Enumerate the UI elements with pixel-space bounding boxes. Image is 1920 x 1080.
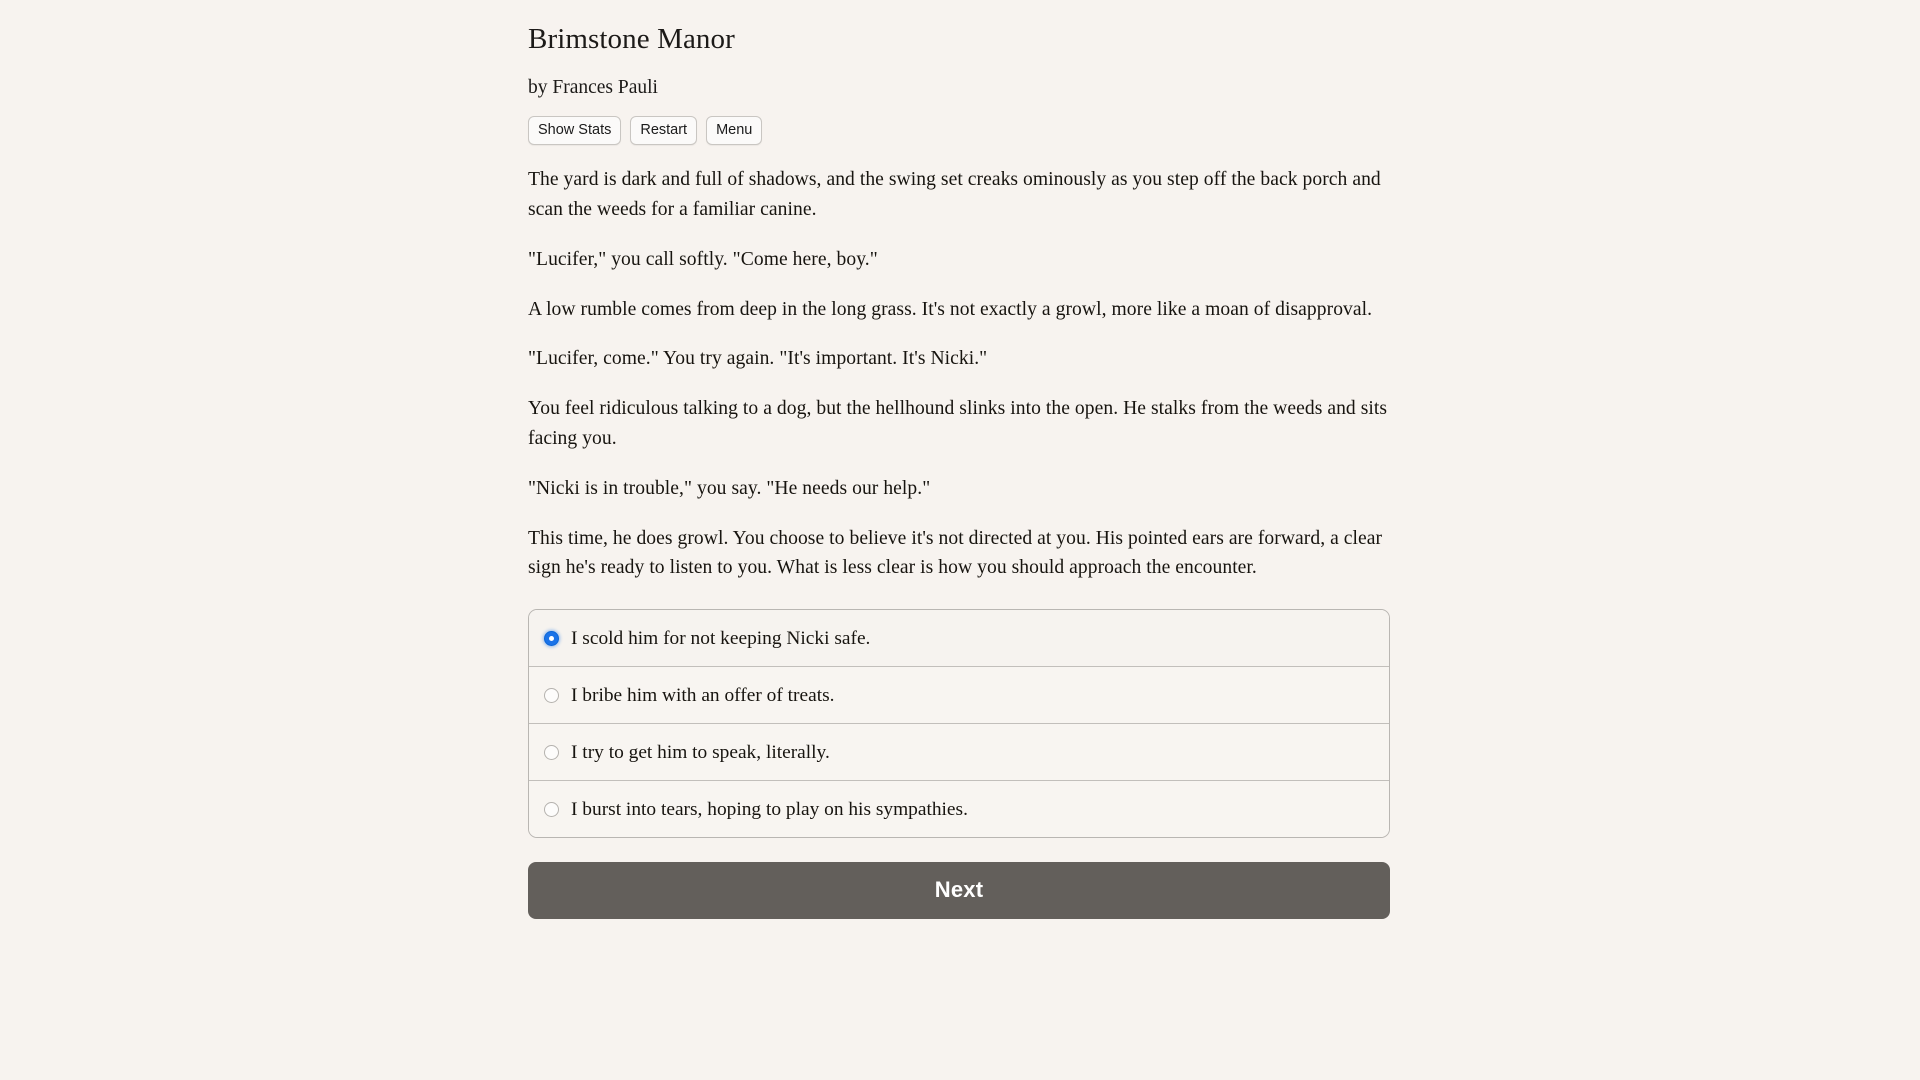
choice-label: I scold him for not keeping Nicki safe. [571,627,871,649]
radio-button-icon[interactable] [544,631,559,646]
choice-option[interactable] [529,781,1389,837]
choice-option[interactable] [529,724,1389,781]
author-byline: by Frances Pauli [528,76,658,98]
choice-label: I try to get him to speak, literally. [571,741,830,763]
choice-option[interactable] [529,610,1389,667]
choice-label: I bribe him with an offer of treats. [571,684,835,706]
restart-button[interactable]: Restart [630,116,697,146]
story-paragraph: This time, he does growl. You choose to believe it's not directed at you. His pointed ears are forward, a clear sign he's ready to listen to you. What is less clear is how you should approach the encounter. [528,527,1383,579]
menu-button[interactable]: Menu [706,116,762,146]
choice-option[interactable] [529,667,1389,724]
choice-label: I burst into tears, hoping to play on his sympathies. [571,798,968,820]
radio-button-icon[interactable] [544,745,559,760]
story-paragraph: You feel ridiculous talking to a dog, but the hellhound slinks into the open. He stalks from the weeds and sits facing you. [528,398,1388,449]
choice-list [528,609,1390,838]
story-paragraph: "Lucifer," you call softly. "Come here, boy." [528,248,878,270]
show-stats-button[interactable]: Show Stats [528,116,621,146]
page-title: Brimstone Manor [528,23,735,55]
story-paragraph: The yard is dark and full of shadows, and the swing set creaks ominously as you step off the back porch and scan the weeds for a familiar canine. [528,169,1381,221]
radio-button-icon[interactable] [544,802,559,817]
next-button[interactable]: Next [528,862,1390,919]
content-container [528,0,1390,919]
story-paragraph: A low rumble comes from deep in the long grass. It's not exactly a growl, more like a moan of disapproval. [528,298,1373,320]
toolbar [528,99,1390,146]
story-paragraph: "Nicki is in trouble," you say. "He needs our help." [528,477,931,499]
radio-button-icon[interactable] [544,688,559,703]
story-text [528,145,1390,583]
story-paragraph: "Lucifer, come." You try again. "It's important. It's Nicki." [528,348,988,370]
